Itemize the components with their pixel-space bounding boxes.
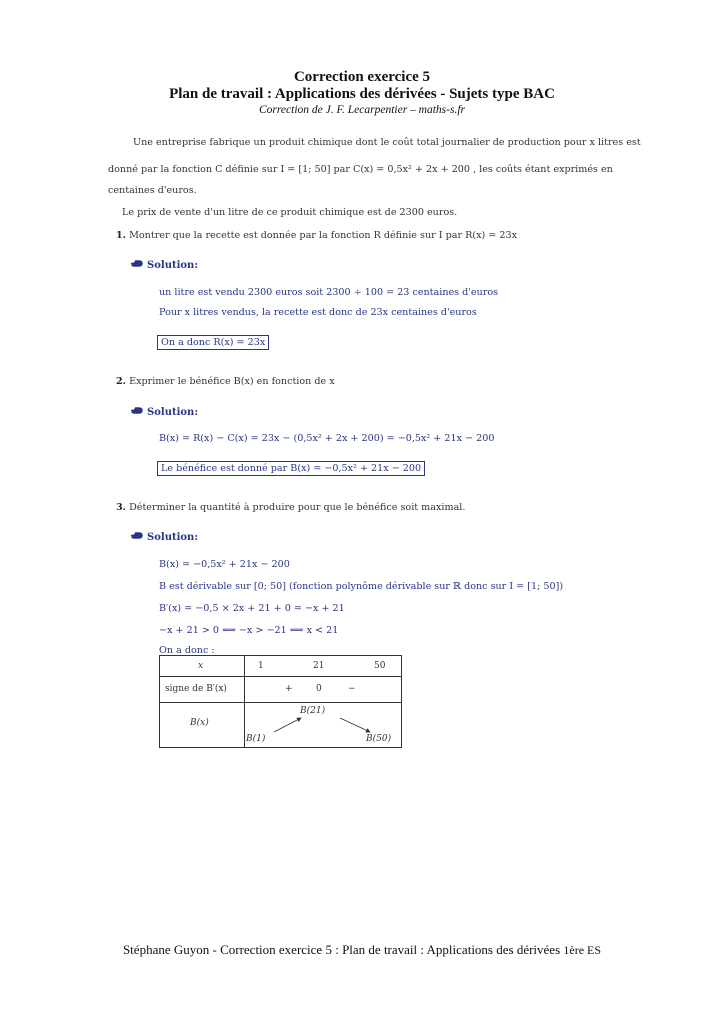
question-2 [116,376,335,387]
solution-3-heading [130,531,198,543]
footer-text: Stéphane Guyon - Correction exercice 5 : Plan de travail : Applications des dérivées [122,942,561,957]
intro-line-1: Une entreprise fabrique un produit chimique dont le coût total journalier de production pour x litres est [133,137,641,148]
solution-2-heading [130,406,198,418]
solution-1-line-2: Pour x litres vendus, la recette est donc de 23x centaines d'euros [159,307,477,318]
table-b-value: B(50) [366,734,392,744]
variation-arrows [160,656,401,747]
variation-table [159,655,402,748]
pointing-hand-icon [130,531,144,540]
table-b-value: B(21) [300,706,326,716]
intro-line-3: centaines d'euros. [108,185,197,196]
page-credit: Correction de J. F. Lecarpentier – maths-s.fr [258,104,466,116]
table-x-label: x [198,661,204,671]
table-b-label: B(x) [190,718,209,728]
table-x-value: 1 [258,661,264,671]
table-b-value: B(1) [246,734,266,744]
question-3 [116,502,465,513]
table-sign-value: + [285,684,293,694]
table-sign-value: 0 [316,684,322,694]
solution-1-heading [130,259,198,271]
question-3-text: Déterminer la quantité à produire pour que le bénéfice soit maximal. [129,502,466,513]
page-title: Correction exercice 5 [293,69,431,85]
solution-1-line-1: un litre est vendu 2300 euros soit 2300 ÷ 100 = 23 centaines d'euros [159,287,499,298]
question-1-text: Montrer que la recette est donnée par la fonction R définie sur I par R(x) = 23x [129,230,517,241]
increasing-arrow [274,718,301,732]
page-footer [0,942,724,958]
page-header [0,69,724,117]
solution-3-line-2: B est dérivable sur [0; 50] (fonction polynôme dérivable sur ℝ donc sur I = [1; 50]) [159,581,564,592]
page-subtitle: Plan de travail : Applications des dérivées - Sujets type BAC [169,86,555,102]
solution-3-line-1: B(x) = −0,5x² + 21x − 200 [159,559,290,570]
intro-line-2: donné par la fonction C définie sur I = [1; 50] par C(x) = 0,5x² + 2x + 200 , les coûts étant exprimés en [108,164,613,175]
solution-1-result: On a donc R(x) = 23x [157,335,269,350]
solution-2-label: Solution: [147,407,199,418]
solution-3-line-5: On a donc : [159,645,215,656]
pointing-hand-icon [130,259,144,268]
solution-3-label: Solution: [147,532,199,543]
table-sign-label: signe de B′(x) [165,684,227,694]
intro-line-4: Le prix de vente d'un litre de ce produit chimique est de 2300 euros. [122,207,458,218]
question-2-number: 2. [116,376,127,387]
footer-level: 1ère ES [563,943,602,957]
solution-3-line-3: B′(x) = −0,5 × 2x + 21 + 0 = −x + 21 [159,603,345,614]
pointing-hand-icon [130,406,144,415]
question-3-number: 3. [116,502,127,513]
table-x-value: 50 [374,661,386,671]
solution-2-line-1: B(x) = R(x) − C(x) = 23x − (0,5x² + 2x + 200) = −0,5x² + 21x − 200 [159,433,495,444]
table-x-value: 21 [313,661,325,671]
question-2-text: Exprimer le bénéfice B(x) en fonction de x [129,376,335,387]
solution-2-result: Le bénéfice est donné par B(x) = −0,5x² + 21x − 200 [157,461,425,476]
solution-3-line-4: −x + 21 > 0 ⟺ −x > −21 ⟺ x < 21 [159,625,339,636]
solution-1-label: Solution: [147,260,199,271]
question-1 [116,230,517,241]
question-1-number: 1. [116,230,127,241]
table-sign-value: − [348,684,356,694]
decreasing-arrow [340,718,370,732]
